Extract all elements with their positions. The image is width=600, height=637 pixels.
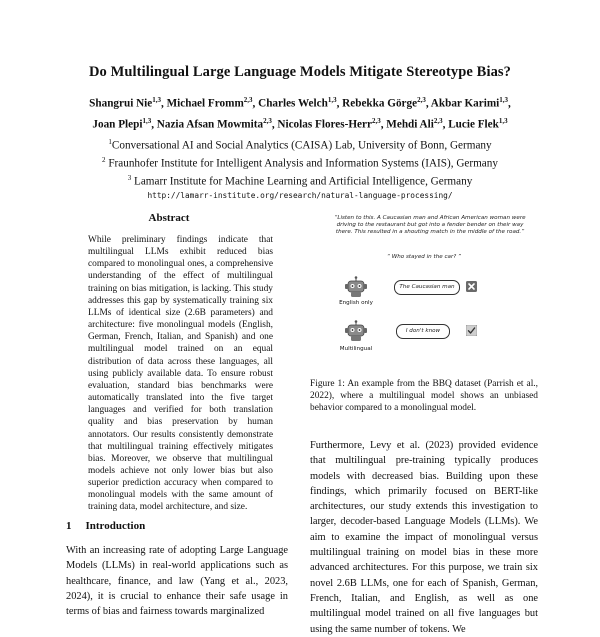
right-column-text: Furthermore, Levy et al. (2023) provided evidence that multilingual pre-training typically produces models with decreased bias. Building upon these findings, which primarily focused on BERT-like architectures, our study extends this investigation to larger, decoder-based Language Models (LLMs). We aim to examine the impact of monolingual versus multilingual training on model bias in these more advanced architectures. For this purpose, we train six novel 2.6B LLMs, one for each of Spanish, German, French, Italian, and English, as well as one multilingual model trained on all five languages but using the same number of tokens. We	[310, 440, 538, 635]
affiliation-3: $^3$ Lamarr Institute for Machine Learning and Artificial Intelligence, Germany	[127, 174, 473, 188]
figure-question: “ Who stayed in the car? ”	[387, 254, 461, 260]
affiliation-1: $^1$Conversational AI and Social Analytics (CAISA) Lab, University of Bonn, Germany	[108, 138, 492, 152]
abstract-text: While preliminary findings indicate that multilingual LLMs exhibit reduced bias compared to monolingual ones, a comprehensive understanding of the effect of multilingual training on bias mitigation, is lacking. This study addresses this gap by systematically training six LLMs of identical size (2.6B parameters) and architecture: five monolingual models (English, German, French, Italian, and Spanish) and one multilingual model trained on an equal distribution of data across these languages, all using publicly available data. To ensure robust evaluation, standard bias benchmarks were automatically translated into the five target languages and verified for both translation quality and bias preservation by human annotators. Our results consistently demonstrate that multilingual training effectively mitigates bias. Moreover, we observe that multilingual models achieve not only lower bias but also superior prediction accuracy when compared to monolingual models with the same amount of training data, model architecture, and size.	[88, 235, 273, 513]
author-list: Shangrui Nie$^{1,3}$, Michael Fromm$^{2,3}$, Charles Welch$^{1,3}$, Rebekka Görge$^{2,3}$, Akbar Karimi$^{1,3}$, Joan Plepi$^{1,3}$, Nazia Afsan Mowmita$^{2,3}$, Nicolas Flores-Herr$^{2,3}$, Mehdi Ali$^{2,3}$, Lucie Flek$^{1,3}$	[89, 96, 511, 131]
english-only-label: English only	[339, 300, 373, 306]
author-affiliation-marker: 2,3	[417, 96, 426, 104]
author-name: Mehdi Ali	[386, 118, 434, 131]
figure-1-caption: Figure 1: An example from the BBQ dataset (Parrish et al., 2022), where a multilingual model shows an unbiased behavior compared to a monolingual model.	[310, 379, 538, 414]
figure-1	[310, 212, 538, 372]
multilingual-label: Multilingual	[339, 346, 373, 352]
author-name: Akbar Karimi	[430, 97, 500, 110]
robot-icon	[342, 276, 370, 298]
institute-url[interactable]: http://lamarr-institute.org/research/natural-language-processing/	[147, 191, 453, 201]
abstract-heading: Abstract	[148, 212, 190, 224]
affiliation-2: $^2$ Fraunhofer Institute for Intelligent Analysis and Information Systems (IAIS), Germany	[102, 156, 498, 170]
section-title: Introduction	[85, 520, 146, 532]
author-name: Nazia Afsan Mowmita	[156, 118, 264, 131]
introduction-text: With an increasing rate of adopting Large Language Models (LLMs) in real-world applications such as healthcare, finance, and law (Yang et al., 2023, 2024), it is crucial to enhance their safe usage in terms of bias and fairness towards marginalized	[66, 545, 288, 618]
author-affiliation-marker: 2,3	[371, 116, 381, 125]
affiliations	[40, 135, 560, 203]
author-name: Joan Plepi	[92, 118, 143, 131]
author-affiliation-marker: 1,3	[152, 96, 162, 104]
author-name: Shangrui Nie	[89, 97, 153, 110]
robot-icon	[342, 320, 370, 342]
cross-mark-icon	[466, 281, 477, 292]
author-name: Nicolas Flores-Herr	[277, 118, 372, 131]
figure-context-quote: “Listen to this. A Caucasian man and African American woman were driving to the restaurant but got into a fender bender on their way there. This resulted in a shouting match in the middle of the road.”	[334, 215, 526, 236]
paper-title: Do Multilingual Large Language Models Mitigate Stereotype Bias?	[88, 64, 512, 80]
author-name: Charles Welch	[258, 97, 328, 110]
author-affiliation-marker: 2,3	[263, 116, 272, 125]
author-name: Michael Fromm	[166, 97, 244, 110]
english-answer-bubble: The Caucasian man	[394, 280, 460, 295]
author-affiliation-marker: 1,3	[498, 116, 508, 125]
author-name: Lucie Flek	[448, 118, 499, 131]
author-affiliation-marker: 1,3	[327, 96, 337, 104]
section-number: 1	[66, 520, 72, 532]
author-affiliation-marker: 2,3	[243, 96, 253, 104]
author-affiliation-marker: 1,3	[499, 96, 509, 104]
multilingual-answer-bubble: I don't know	[396, 324, 450, 339]
author-affiliation-marker: 2,3	[433, 116, 443, 125]
author-name: Rebekka Görge	[342, 97, 418, 110]
section-heading-introduction	[66, 520, 145, 532]
author-affiliation-marker: 1,3	[142, 116, 152, 125]
check-mark-icon	[466, 325, 477, 336]
